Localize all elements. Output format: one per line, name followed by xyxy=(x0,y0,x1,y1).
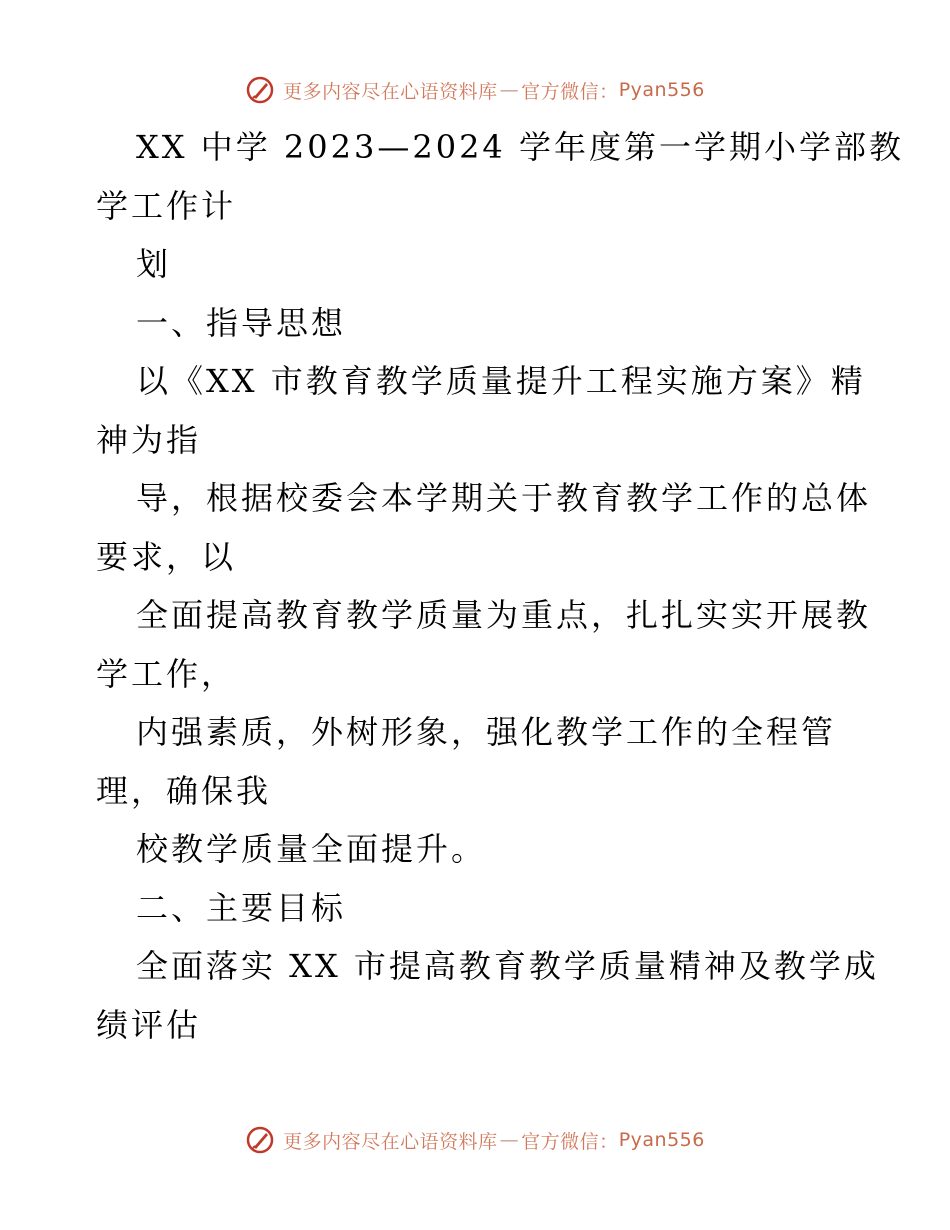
watermark-wechat-label: 官方微信： xyxy=(521,80,619,103)
watermark-text: 更多内容尽在心语资料库 xyxy=(283,1130,498,1153)
paragraph-line: 全面提高教育教学质量为重点，扎扎实实开展教 xyxy=(136,596,872,634)
paragraph-line: 校教学质量全面提升。 xyxy=(136,830,487,868)
watermark-footer xyxy=(0,1120,950,1160)
watermark-text: 更多内容尽在心语资料库 xyxy=(283,80,498,103)
paragraph-line: 全面落实 XX 市提高教育教学质量精神及教学成 xyxy=(136,947,879,985)
paragraph-line: 导，根据校委会本学期关于教育教学工作的总体 xyxy=(136,479,872,517)
watermark-header xyxy=(0,70,950,110)
doc-title-line-2: 学工作计 xyxy=(96,186,237,225)
document-body xyxy=(96,118,904,1054)
paragraph-line: 要求，以 xyxy=(96,537,237,576)
watermark-wechat-label: 官方微信： xyxy=(521,1130,619,1153)
quill-logo-icon xyxy=(245,75,275,105)
section-heading-main-goals: 二、主要目标 xyxy=(136,888,347,927)
watermark-separator: — xyxy=(499,79,520,101)
watermark-handle: Pyan556 xyxy=(618,79,705,101)
paragraph-line: 以《XX 市教育教学质量提升工程实施方案》精 xyxy=(136,362,866,400)
doc-title-line-3: 划 xyxy=(136,245,172,283)
paragraph-line: 学工作， xyxy=(96,654,237,693)
paragraph-line: 绩评估 xyxy=(96,1005,202,1044)
paragraph-line: 理，确保我 xyxy=(96,771,272,810)
paragraph-line: 内强素质，外树形象，强化教学工作的全程管 xyxy=(136,713,837,751)
watermark-separator: — xyxy=(499,1129,520,1151)
paragraph-line: 神为指 xyxy=(96,420,202,459)
quill-logo-icon xyxy=(245,1125,275,1155)
doc-title-line-1: XX 中学 2023—2024 学年度第一学期小学部教 xyxy=(136,128,904,166)
section-heading-guiding-ideology: 一、指导思想 xyxy=(136,303,347,342)
watermark-handle: Pyan556 xyxy=(618,1129,705,1151)
